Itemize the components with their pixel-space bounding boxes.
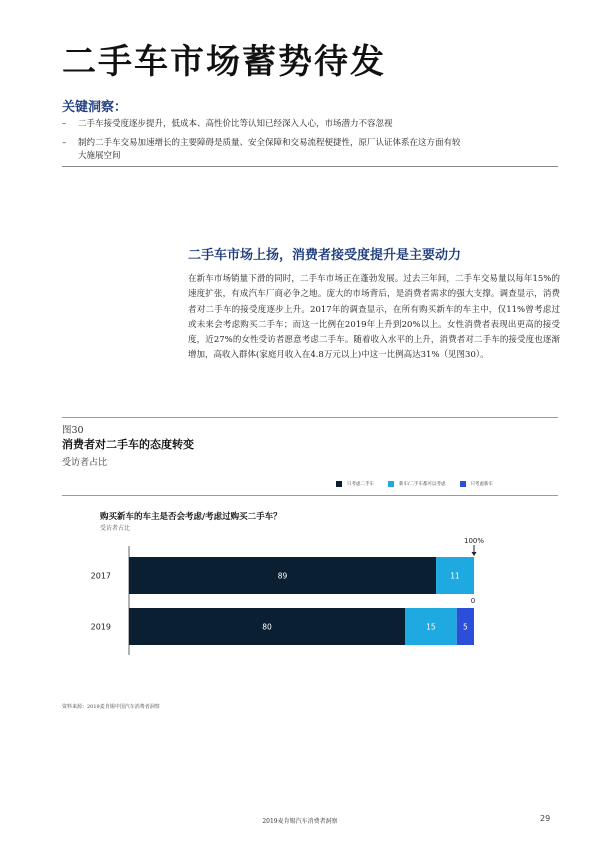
key-insight-bullet: – 制约二手车交易加速增长的主要障碍是质量、安全保障和交易流程便捷性，原厂认证体系在这方面有较大施展空间 bbox=[62, 137, 462, 163]
data-label: 11 bbox=[450, 571, 460, 581]
section-heading: 二手车市场上扬，消费者接受度提升是主要动力 bbox=[188, 248, 462, 263]
page-title: 二手车市场蓄势待发 bbox=[62, 42, 386, 82]
annotation-arrowhead bbox=[472, 552, 477, 556]
divider bbox=[62, 417, 558, 418]
divider bbox=[62, 495, 558, 496]
figure-label: 图30 bbox=[62, 425, 84, 436]
figure-title: 消费者对二手车的态度转变 bbox=[62, 438, 194, 451]
data-label: 80 bbox=[262, 622, 272, 632]
category-label: 2017 bbox=[90, 571, 111, 581]
annotation-label: 0 bbox=[470, 597, 476, 605]
legend-swatch bbox=[460, 481, 466, 487]
legend-item bbox=[336, 481, 374, 487]
page-number: 29 bbox=[540, 814, 551, 823]
source-note: 资料来源：2019麦肯锡中国汽车消费者洞察 bbox=[62, 704, 160, 710]
legend-label: 只考虑新车 bbox=[470, 482, 494, 487]
key-insights-list bbox=[62, 118, 462, 169]
figure-subtitle: 受访者占比 bbox=[62, 458, 108, 468]
key-insights-heading: 关键洞察： bbox=[62, 100, 128, 115]
legend-swatch bbox=[336, 481, 342, 487]
data-label: 15 bbox=[426, 622, 436, 632]
chart-legend bbox=[336, 481, 507, 487]
data-label: 5 bbox=[462, 622, 468, 632]
divider bbox=[62, 166, 558, 167]
legend-item bbox=[388, 481, 446, 487]
data-label: 89 bbox=[277, 571, 288, 581]
chart-title: 购买新车的车主是否会考虑/考虑过购买二手车？ bbox=[100, 512, 282, 522]
key-insight-bullet: – 二手车接受度逐步提升，低成本、高性价比等认知已经深入人心，市场潜力不容忽视 bbox=[62, 118, 462, 131]
chart-subtitle: 受访者占比 bbox=[100, 525, 131, 532]
footer-title: 2019麦肯锡汽车消费者洞察 bbox=[262, 818, 338, 825]
annotation-label: 100% bbox=[463, 537, 485, 545]
legend-swatch bbox=[388, 481, 394, 487]
legend-label: 只考虑二手车 bbox=[347, 482, 374, 487]
legend-label: 新车/二手车都可以考虑 bbox=[399, 482, 446, 487]
body-paragraph: 在新车市场销量下滑的同时，二手车市场正在蓬勃发展。过去三年间，二手车交易量以每年15%的速度扩张，有成汽车厂商必争之地。庞大的市场背后，是消费者需求的强大支撑。调查显示，消费者对二手车的接受度逐步上升。2017年的调查显示，在所有购买新车的车主中，仅11%曾考虑过或未来会考虑购买二手车；而这一比例在2019年上升到20%以上。女性消费者表现出更高的接受度，近27%的女性受访者愿意考虑二手车。随着收入水平的上升，消费者对二手车的接受度也逐渐增加，高收入群体(家庭月收入在4.8万元以上)中这一比例高达31%（见图30）。 bbox=[188, 274, 560, 361]
legend-item bbox=[460, 481, 494, 487]
stacked-bar-chart bbox=[62, 530, 558, 670]
category-label: 2019 bbox=[90, 622, 111, 632]
